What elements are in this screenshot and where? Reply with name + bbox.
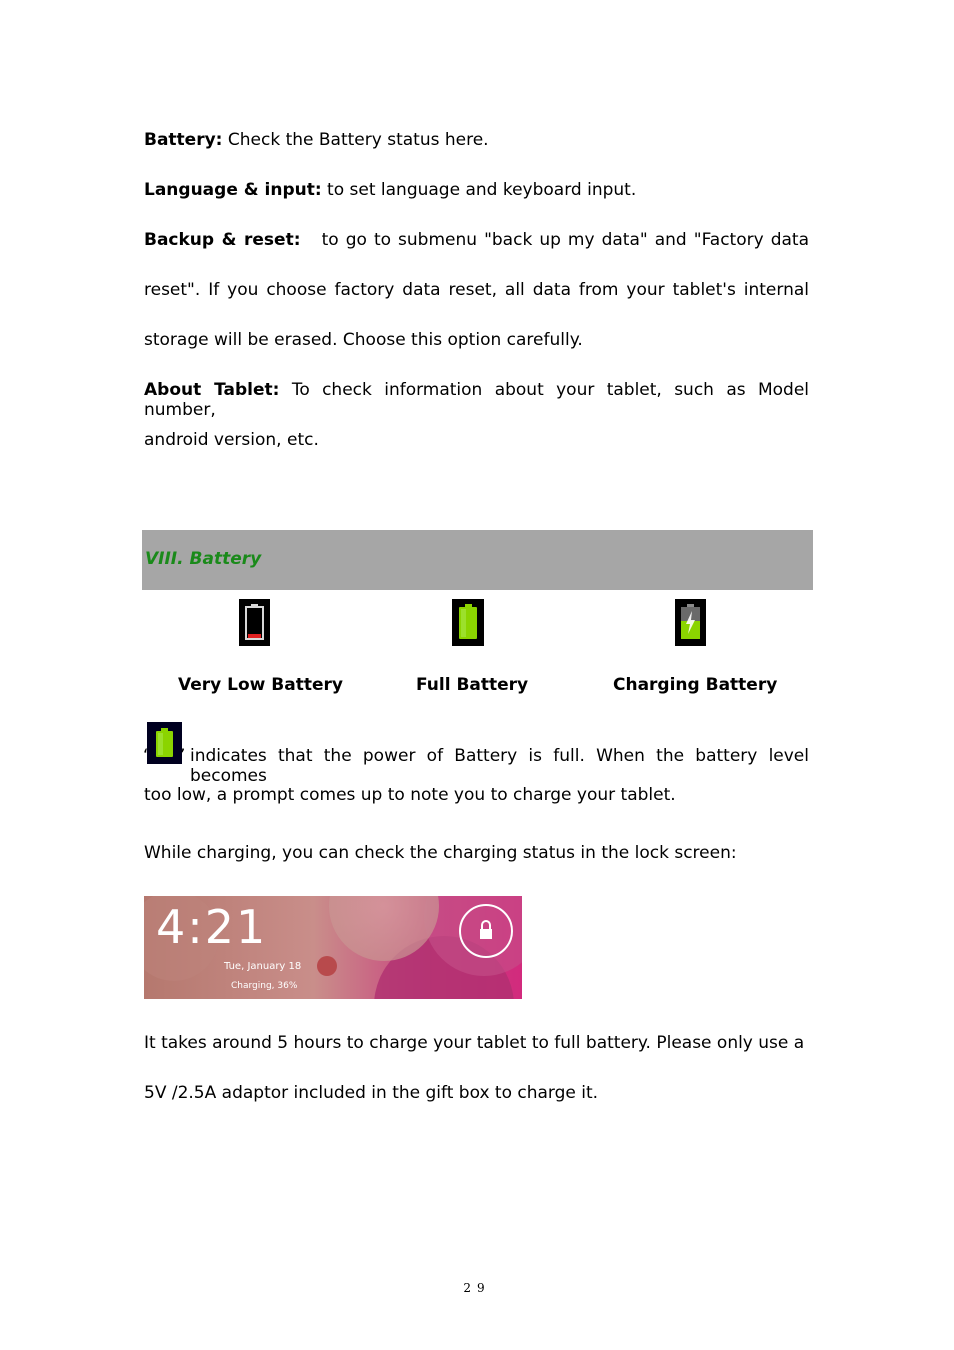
battery-full-sentence [190, 746, 809, 786]
backup-line-3 [144, 330, 809, 350]
closing-line-2 [144, 1083, 809, 1103]
about-label: About Tablet: [144, 380, 280, 400]
battery-full-text: indicates that the power of Battery is full. When the battery level becomes [190, 746, 809, 786]
battery-text: Check the Battery status here. [222, 130, 489, 150]
backup-line-2 [144, 280, 809, 300]
charging-battery-label: Charging Battery [613, 675, 778, 695]
lockscreen-image [144, 896, 522, 999]
charging-intro [144, 843, 809, 863]
battery-charging-icon [675, 599, 706, 646]
about-text-1: To check information about your tablet, such as Model number, [144, 380, 810, 420]
closing-text-1: It takes around 5 hours to charge your tablet to full battery. Please only use a [144, 1033, 805, 1053]
battery-label: Battery: [144, 130, 223, 150]
about-line-1 [144, 380, 809, 420]
language-text: to set language and keyboard input. [321, 180, 637, 200]
closing-text-2: 5V /2.5A adaptor included in the gift box to charge it. [144, 1083, 599, 1103]
lockscreen-time: 4:21 [156, 900, 268, 954]
backup-text-3: storage will be erased. Choose this option carefully. [144, 330, 583, 350]
about-line-2 [144, 430, 809, 450]
backup-line-1 [144, 230, 809, 250]
language-label: Language & input: [144, 180, 322, 200]
battery-full-icon [452, 599, 484, 646]
page-number: 29 [463, 1281, 491, 1295]
charging-intro-text: While charging, you can check the charging status in the lock screen: [144, 843, 737, 863]
about-text-2: android version, etc. [144, 430, 319, 450]
battery-full-inline-icon [147, 722, 182, 764]
section-header-bar [142, 530, 813, 590]
backup-label: Backup & reset: [144, 230, 301, 250]
lockscreen-date: Tue, January 18 [224, 961, 302, 972]
section-title: VIII. Battery [145, 549, 262, 569]
backup-text-2: reset". If you choose factory data reset, all data from your tablet's internal [144, 280, 809, 300]
battery-very-low-icon [239, 599, 270, 646]
battery-low-text: too low, a prompt comes up to note you to charge your tablet. [144, 785, 676, 805]
battery-low-sentence [144, 785, 809, 805]
language-paragraph [144, 180, 809, 200]
lockscreen-charging-status: Charging, 36% [231, 981, 298, 991]
close-quote: ’ [180, 746, 186, 766]
very-low-battery-label: Very Low Battery [178, 675, 343, 695]
closing-line-1 [144, 1033, 809, 1053]
backup-text-1: to go to submenu "back up my data" and "Factory data [321, 230, 809, 250]
full-battery-label: Full Battery [416, 675, 529, 695]
open-quote: ‘ [143, 746, 149, 766]
battery-paragraph [144, 130, 809, 150]
